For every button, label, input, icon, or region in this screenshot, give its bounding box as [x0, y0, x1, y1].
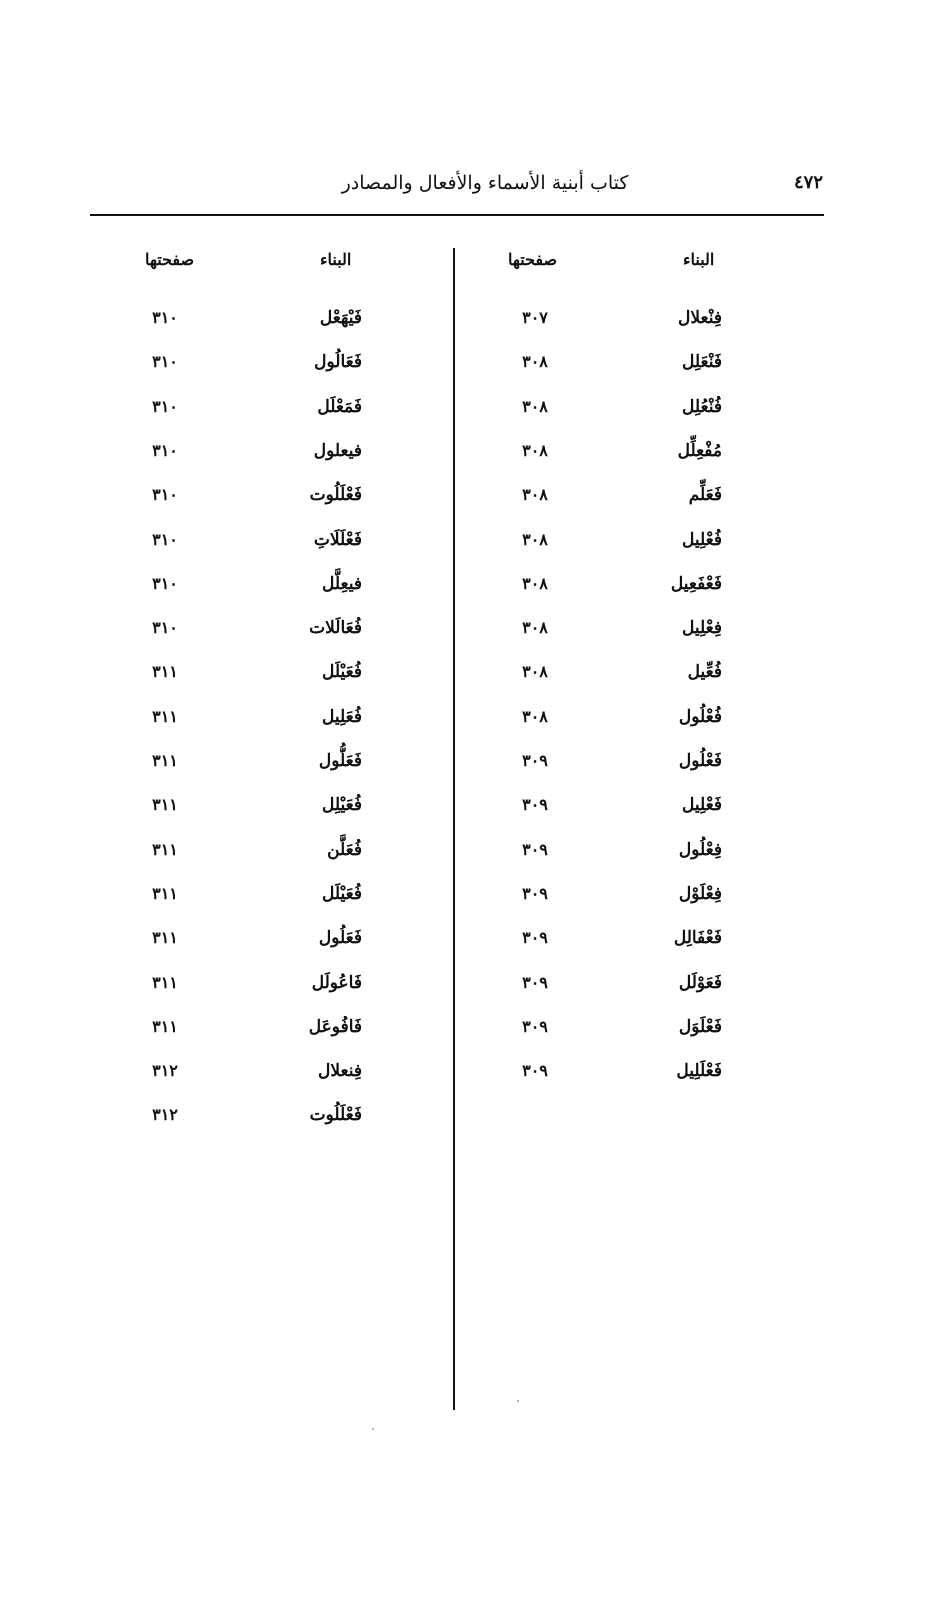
pattern-cell: فِعْلَوْل [678, 883, 722, 904]
pattern-cell: فُعَيْلِل [322, 795, 362, 816]
page-cell: ٣١٠ [152, 396, 178, 416]
page-cell: ٣٠٨ [522, 618, 548, 638]
pattern-cell: فَعْلَلِيل [676, 1061, 722, 1082]
page-cell: ٣٠٩ [522, 1061, 548, 1081]
pattern-cell: فَافُوعَل [308, 1016, 362, 1037]
page-number: ٤٧٢ [793, 172, 823, 193]
pattern-cell: فَعَالُول [314, 352, 362, 373]
pattern-cell: فَعْلَلَاتِ [313, 529, 362, 550]
scan-speck [372, 1428, 374, 1430]
pattern-cell: فُعَلَّن [327, 839, 362, 860]
page-cell: ٣١٢ [152, 1105, 178, 1125]
page-cell: ٣٠٨ [522, 662, 548, 682]
page-cell: ٣١١ [152, 883, 178, 903]
page-cell: ٣٠٩ [522, 839, 548, 859]
pattern-cell: فَنْعَلِل [682, 352, 722, 373]
page-cell: ٣١١ [152, 972, 178, 992]
pattern-cell: فُعَيْلَل [322, 662, 362, 683]
pattern-cell: فُعَلِيل [322, 706, 362, 727]
pattern-cell: فِنْعلال [678, 308, 722, 328]
page-cell: ٣٠٩ [522, 795, 548, 815]
pattern-cell: فُنْعُلِل [682, 396, 722, 417]
pattern-cell: فِعْلُول [678, 839, 722, 860]
page-cell: ٣١١ [152, 706, 178, 726]
page-cell: ٣١٠ [152, 529, 178, 549]
right-col-page-heading: صفحتها [508, 250, 558, 269]
page-cell: ٣٠٩ [522, 751, 548, 770]
running-title: كتاب أبنية الأسماء والأفعال والمصادر [341, 172, 629, 194]
page-cell: ٣١١ [152, 662, 178, 682]
pattern-cell: فُعَالَلات [309, 618, 362, 639]
pattern-cell: فُعِّيل [687, 662, 722, 683]
pattern-cell: فَمَعْلَل [317, 396, 362, 417]
page-cell: ٣٠٨ [522, 706, 548, 726]
pattern-cell: فُعْلِيل [682, 529, 722, 550]
page-cell: ٣١١ [152, 795, 178, 815]
page-cell: ٣٠٩ [522, 928, 548, 948]
pattern-cell: فَعْلَلُوت [309, 1105, 362, 1126]
page-cell: ٣٠٨ [522, 440, 548, 460]
pattern-cell: فُعَيْلَل [322, 883, 362, 904]
page-cell: ٣١٠ [152, 352, 178, 372]
pattern-cell: فَيْهَعْل [319, 308, 362, 328]
page-cell: ٣١١ [152, 751, 178, 770]
pattern-cell: فِنعلال [318, 1061, 362, 1082]
page-cell: ٣١١ [152, 839, 178, 859]
pattern-cell: فَعْفَالِل [673, 928, 722, 949]
pattern-cell: فَاعُولَل [311, 972, 362, 993]
pattern-cell: فَعَلُّول [318, 751, 362, 771]
page-cell: ٣١١ [152, 1016, 178, 1036]
pattern-cell: فُعْلُول [678, 706, 722, 727]
right-col-pattern-heading: البناء [683, 250, 715, 269]
scan-speck [517, 1400, 519, 1402]
pattern-cell: فَعْلِيل [682, 795, 722, 816]
page-cell: ٣١٢ [152, 1061, 178, 1081]
pattern-cell: فيعِلَّل [322, 573, 362, 594]
page-cell: ٣٠٩ [522, 972, 548, 992]
pattern-cell: فَعْلُول [678, 751, 722, 771]
pattern-cell: فيعلول [313, 440, 362, 461]
pattern-cell: فَعْفَعِيل [670, 573, 722, 594]
pattern-cell: فَعَوْلَل [678, 972, 722, 993]
page-cell: ٣٠٧ [522, 308, 548, 327]
left-col-page-heading: صفحتها [145, 250, 195, 269]
pattern-cell: فَعْلَلُوت [309, 485, 362, 506]
page-cell: ٣٠٨ [522, 352, 548, 372]
pattern-cell: فَعَلُول [318, 928, 362, 949]
page-cell: ٣١١ [152, 928, 178, 948]
page-cell: ٣١٠ [152, 308, 178, 327]
pattern-cell: فَعَلِّم [688, 485, 722, 506]
page-cell: ٣٠٨ [522, 396, 548, 416]
header-rule [90, 214, 824, 216]
page-cell: ٣١٠ [152, 440, 178, 460]
page-cell: ٣٠٨ [522, 573, 548, 593]
page-cell: ٣٠٩ [522, 1016, 548, 1036]
page-cell: ٣١٠ [152, 618, 178, 638]
page-cell: ٣٠٨ [522, 485, 548, 505]
left-col-pattern-heading: البناء [320, 250, 352, 269]
page-cell: ٣٠٨ [522, 529, 548, 549]
pattern-cell: فَعْلَوَل [678, 1016, 722, 1037]
page-cell: ٣١٠ [152, 573, 178, 593]
column-divider [453, 248, 455, 1410]
page-cell: ٣١٠ [152, 485, 178, 505]
pattern-cell: فِعْلِيل [682, 618, 722, 639]
pattern-cell: مُفْعِلِّل [677, 440, 722, 461]
page-cell: ٣٠٩ [522, 883, 548, 903]
page-header [90, 172, 823, 212]
